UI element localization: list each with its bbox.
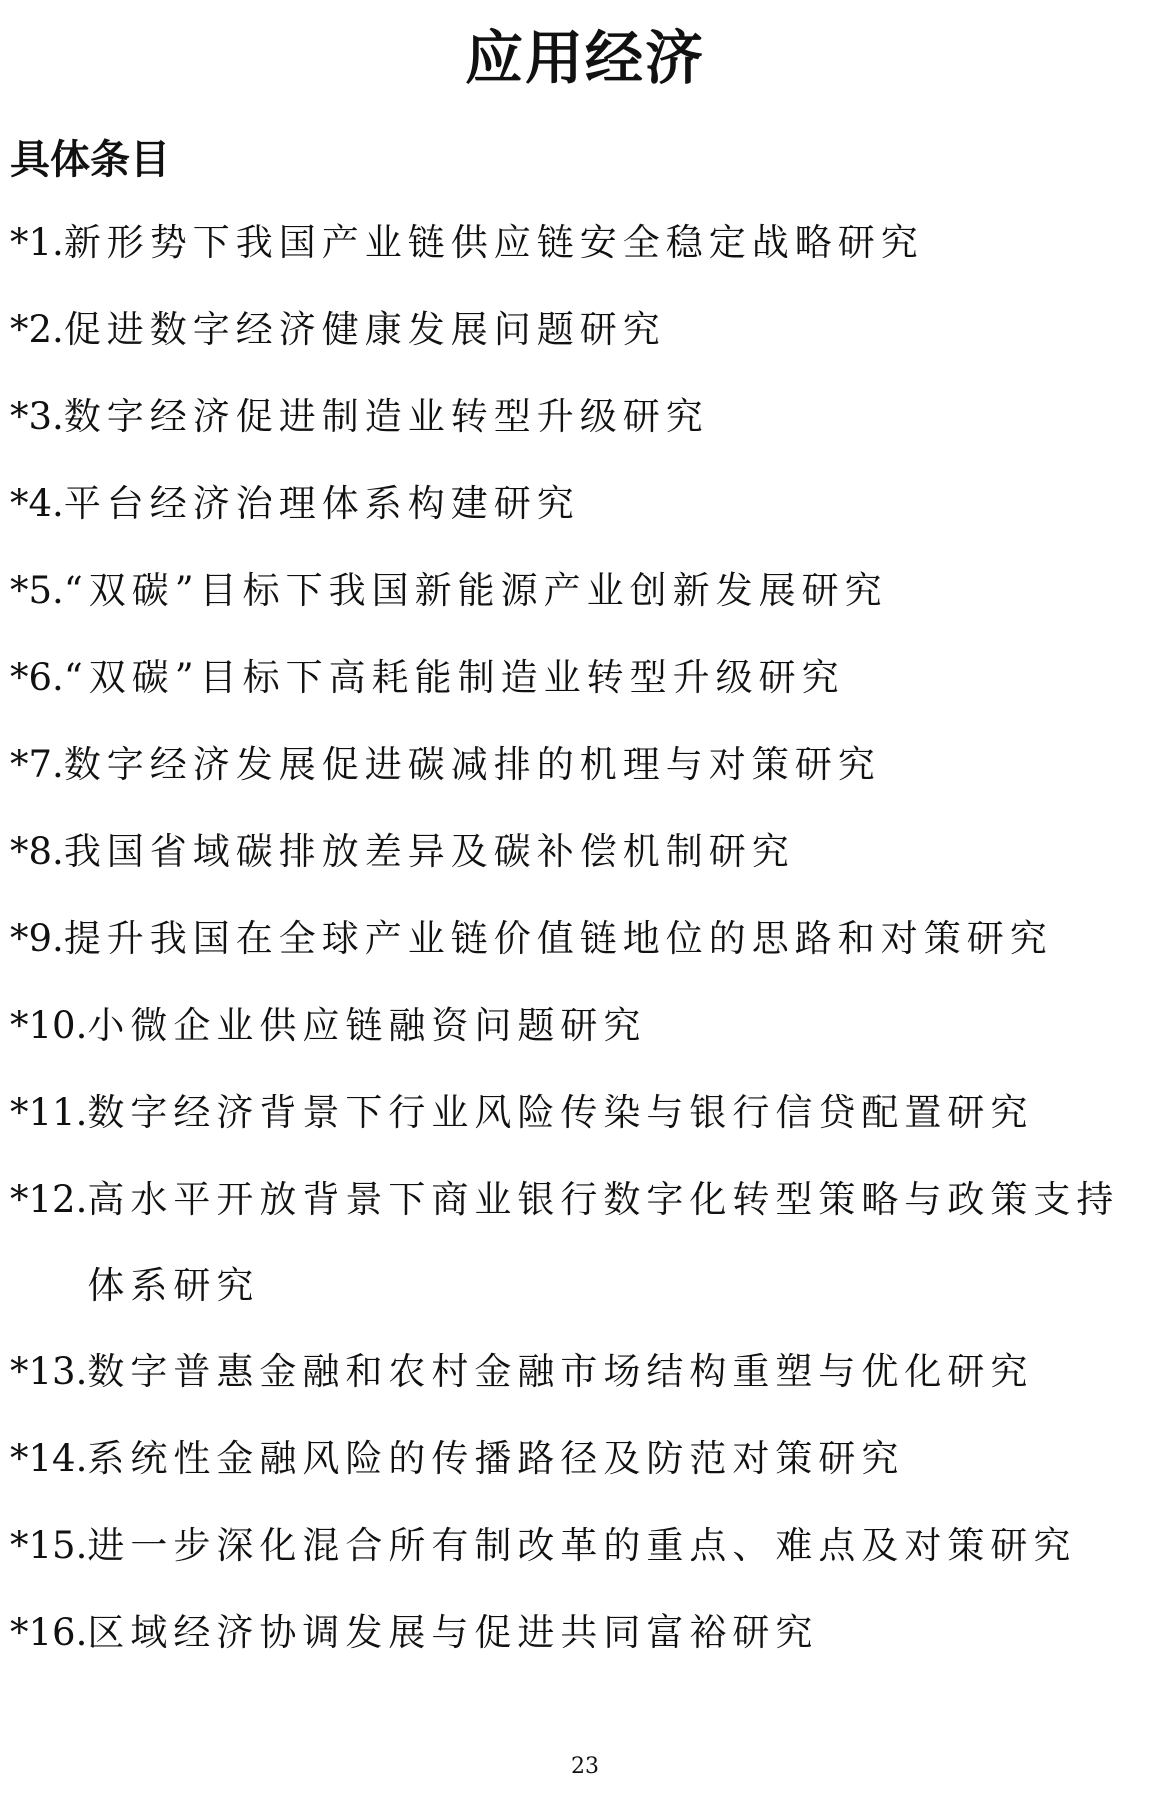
list-item — [10, 479, 1160, 529]
list-item — [10, 827, 1160, 877]
item-text: 数字普惠金融和农村金融市场结构重塑与优化研究 — [87, 1350, 1034, 1393]
list-item — [10, 1521, 1160, 1571]
item-number: *14. — [10, 1437, 88, 1480]
item-number: *11. — [10, 1091, 88, 1134]
item-text: 平台经济治理体系构建研究 — [63, 482, 580, 525]
list-item — [10, 1434, 1160, 1484]
item-text: 数字经济促进制造业转型升级研究 — [63, 395, 709, 438]
item-text: 促进数字经济健康发展问题研究 — [63, 308, 666, 351]
list-item — [10, 740, 1160, 790]
item-number: *1. — [10, 221, 64, 264]
item-text: 系统性金融风险的传播路径及防范对策研究 — [87, 1437, 905, 1480]
list-item — [10, 653, 1160, 703]
list-item — [10, 1157, 1160, 1329]
item-number: *3. — [10, 395, 64, 438]
page-number: 23 — [571, 1754, 599, 1779]
item-text: “双碳”目标下我国新能源产业创新发展研究 — [63, 569, 888, 612]
list-item — [10, 1088, 1160, 1138]
list-item — [10, 1347, 1160, 1397]
item-number: *4. — [10, 482, 64, 525]
list-item — [10, 392, 1160, 442]
item-text: 新形势下我国产业链供应链安全稳定战略研究 — [63, 221, 924, 264]
topic-list — [10, 218, 1160, 1695]
list-item — [10, 914, 1160, 964]
item-number: *12. — [10, 1178, 88, 1221]
item-number: *8. — [10, 830, 64, 873]
page-title: 应用经济 — [464, 24, 705, 92]
item-text: 小微企业供应链融资问题研究 — [87, 1004, 647, 1047]
item-text: 提升我国在全球产业链价值链地位的思路和对策研究 — [63, 917, 1053, 960]
item-number: *7. — [10, 743, 64, 786]
item-text: 高水平开放背景下商业银行数字化转型策略与政策支持体系研究 — [87, 1178, 1120, 1307]
item-text: 进一步深化混合所有制改革的重点、难点及对策研究 — [87, 1524, 1077, 1567]
item-number: *5. — [10, 569, 64, 612]
list-item — [10, 566, 1160, 616]
item-number: *6. — [10, 656, 64, 699]
item-number: *2. — [10, 308, 64, 351]
section-subtitle: 具体条目 — [10, 137, 170, 183]
list-item — [10, 218, 1160, 268]
item-number: *13. — [10, 1350, 88, 1393]
item-text: 数字经济发展促进碳减排的机理与对策研究 — [63, 743, 881, 786]
item-text: 我国省域碳排放差异及碳补偿机制研究 — [63, 830, 795, 873]
item-text: “双碳”目标下高耗能制造业转型升级研究 — [63, 656, 845, 699]
item-number: *16. — [10, 1611, 88, 1654]
item-number: *9. — [10, 917, 64, 960]
item-number: *15. — [10, 1524, 88, 1567]
list-item — [10, 305, 1160, 355]
list-item — [10, 1608, 1160, 1658]
item-number: *10. — [10, 1004, 88, 1047]
item-text: 数字经济背景下行业风险传染与银行信贷配置研究 — [87, 1091, 1034, 1134]
item-text: 区域经济协调发展与促进共同富裕研究 — [87, 1611, 819, 1654]
list-item — [10, 1001, 1160, 1051]
